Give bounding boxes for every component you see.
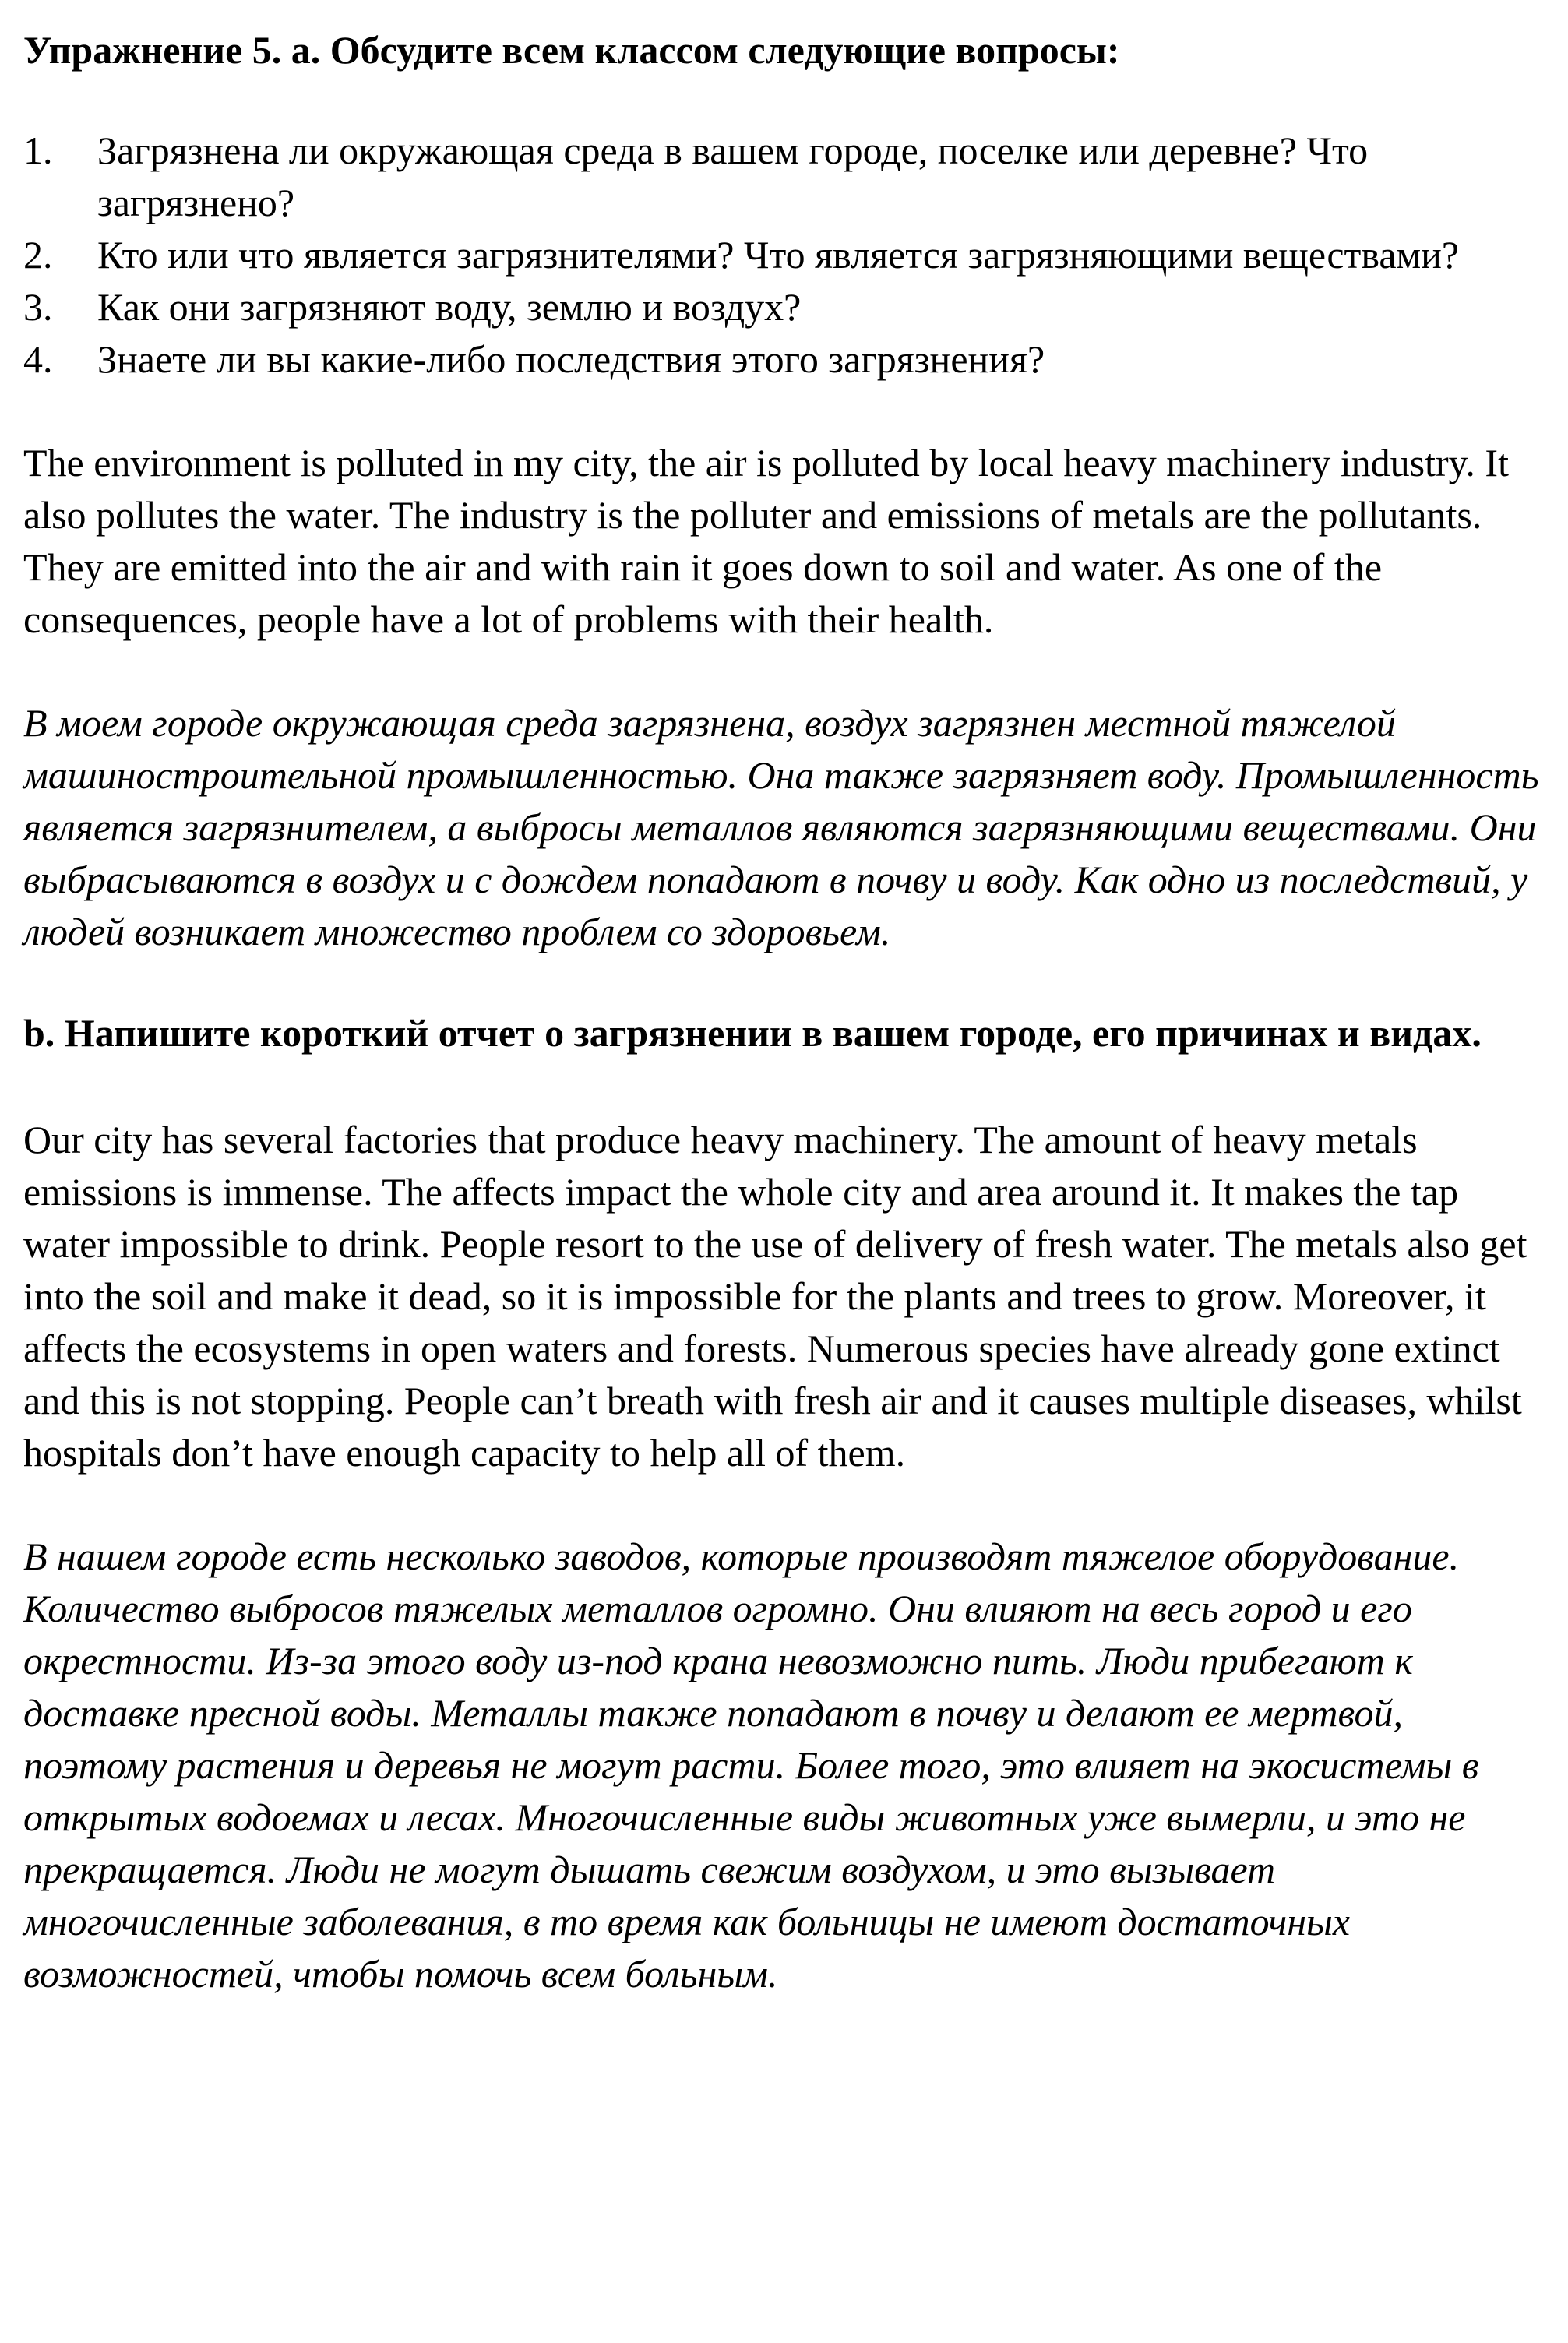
answer-b-english: Our city has several factories that produce heavy machinery. The amount of heavy metals emissions is immense. The affects impact the whole city and area around it. It makes the tap water impossible to drink. People resort to the use of delivery of fresh water. The metals also get into the soil and make it dead, so it is impossible for the plants and trees to grow. Moreover, it affects the ecosystems in open waters and forests. Numerous species have already gone extinct and this is not stopping. People can’t breath with fresh air and it causes multiple diseases, whilst hospitals don’t have enough capacity to help all of them.: [23, 1118, 1527, 1475]
list-item: [23, 229, 1550, 281]
answer-a-russian: В моем городе окружающая среда загрязнена, воздух загрязнен местной тяжелой машиностроительной промышленностью. Она также загрязняет воду. Промышленность является загрязнителем, а выбросы металлов являются загрязняющими веществами. Они выбрасываются в воздух и с дождем попадают в почву и воду. Как одно из последствий, у людей возникает множество проблем со здоровьем.: [23, 701, 1539, 953]
list-item: [23, 333, 1550, 386]
document-page: [23, 23, 1550, 2000]
question-number: 4.: [23, 337, 53, 381]
list-item: [23, 281, 1550, 333]
answer-b-russian: В нашем городе есть несколько заводов, которые производят тяжелое оборудование. Количество выбросов тяжелых металлов огромно. Они влияют на весь город и его окрестности. Из-за этого воду из-под крана невозможно пить. Люди прибегают к доставке пресной воды. Металлы также попадают в почву и делают ее мертвой, поэтому растения и деревья не могут расти. Более того, это влияет на экосистемы в открытых водоемах и лесах. Многочисленные виды животных уже вымерли, и это не прекращается. Люди не могут дышать свежим воздухом, и это вызывает многочисленные заболевания, в то время как больницы не имеют достаточных возможностей, чтобы помочь всем больным.: [23, 1534, 1479, 1996]
question-number: 2.: [23, 233, 53, 277]
question-text: Знаете ли вы какие-либо последствия этого загрязнения?: [97, 337, 1045, 381]
question-text: Загрязнена ли окружающая среда в вашем городе, поселке или деревне? Что загрязнено?: [97, 129, 1369, 224]
question-text: Как они загрязняют воду, землю и воздух?: [97, 285, 802, 329]
task-b-heading: b. Напишите короткий отчет о загрязнении в вашем городе, его причинах и видах.: [23, 1011, 1482, 1055]
list-item: [23, 125, 1550, 229]
question-text: Кто или что является загрязнителями? Что является загрязняющими веществами?: [97, 233, 1460, 277]
question-number: 1.: [23, 129, 53, 172]
question-number: 3.: [23, 285, 53, 329]
answer-a-english: The environment is polluted in my city, the air is polluted by local heavy machinery industry. It also pollutes the water. The industry is the polluter and emissions of metals are the pollutants. They are emitted into the air and with rain it goes down to soil and water. As one of the consequences, people have a lot of problems with their health.: [23, 441, 1509, 641]
question-list: [23, 125, 1550, 386]
exercise-heading: Упражнение 5. a. Обсудите всем классом следующие вопросы:: [23, 28, 1120, 72]
